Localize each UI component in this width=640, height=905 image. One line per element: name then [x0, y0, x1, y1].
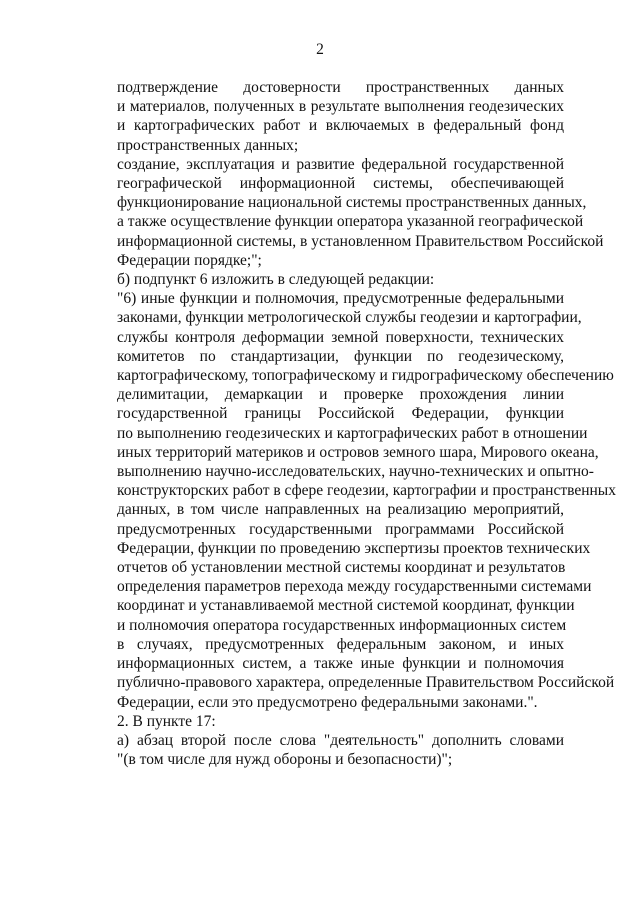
text-line: государственной границы Российской Федерации, функции [117, 405, 564, 423]
text-line: Федерации, если это предусмотрено федеральными законами.". [117, 693, 538, 711]
text-line: отчетов об установлении местной системы координат и результатов [117, 559, 566, 577]
text-line: а) абзац второй после слова "деятельность" дополнить словами [117, 731, 564, 749]
text-line: "6) иные функции и полномочия, предусмотренные федеральными [117, 290, 564, 308]
text-line: и картографических работ и включаемых в федеральный фонд [117, 117, 564, 135]
text-line: в случаях, предусмотренных федеральным законом, и иных [117, 635, 564, 653]
text-line: информационных систем, а также иные функции и полномочия [117, 655, 564, 673]
paragraph [76, 712, 564, 731]
text-line: "(в том числе для нужд обороны и безопасности)"; [117, 751, 453, 769]
text-line: иных территорий материков и островов земного шара, Мирового океана, [117, 443, 599, 461]
text-line: комитетов по стандартизации, функции по геодезическому, [117, 347, 564, 365]
text-line: создание, эксплуатация и развитие федеральной государственной [117, 155, 564, 173]
paragraph [76, 289, 616, 711]
text-line: подтверждение достоверности пространственных данных [117, 79, 564, 96]
text-line: информационной системы, в установленном Правительством Российской [117, 232, 604, 250]
text-line: а также осуществление функции оператора указанной географической [117, 213, 584, 231]
text-line: пространственных данных; [117, 136, 299, 154]
text-line: делимитации, демаркации и проверке прохождения линии [117, 386, 564, 404]
text-line: законами, функции метрологической службы геодезии и картографии, [117, 309, 582, 327]
page-number: 2 [316, 41, 324, 58]
text-line: Федерации, функции по проведению экспертизы проектов технических [117, 539, 591, 557]
text-line: координат и устанавливаемой местной системой координат, функции [117, 597, 575, 615]
text-line: данных, в том числе направленных на реализацию мероприятий, [117, 501, 564, 519]
text-line: выполнению научно-исследовательских, научно-технических и опытно- [117, 463, 594, 481]
paragraph [76, 78, 564, 155]
paragraph [76, 731, 564, 769]
text-line: функционирование национальной системы пространственных данных, [117, 194, 587, 212]
text-line: определения параметров перехода между государственными системами [117, 578, 592, 596]
text-line: конструкторских работ в сфере геодезии, картографии и пространственных [117, 482, 616, 500]
text-line: службы контроля деформации земной поверхности, технических [117, 328, 564, 346]
paragraph [76, 155, 604, 270]
paragraph [76, 270, 564, 289]
text-line: Федерации порядке;"; [117, 251, 262, 269]
text-line: публично-правового характера, определенные Правительством Российской [117, 674, 615, 692]
text-line: по выполнению геодезических и картографических работ в отношении [117, 424, 588, 442]
document-body [76, 78, 616, 769]
text-line: б) подпункт 6 изложить в следующей редакции: [117, 271, 435, 289]
text-line: и полномочия оператора государственных информационных систем [117, 616, 567, 634]
text-line: и материалов, полученных в результате выполнения геодезических [117, 98, 564, 116]
text-line: географической информационной системы, обеспечивающей [117, 175, 564, 193]
text-line: предусмотренных государственными программами Российской [117, 520, 564, 538]
text-line: картографическому, топографическому и гидрографическому обеспечению [117, 367, 614, 385]
text-line: 2. В пункте 17: [117, 712, 216, 730]
